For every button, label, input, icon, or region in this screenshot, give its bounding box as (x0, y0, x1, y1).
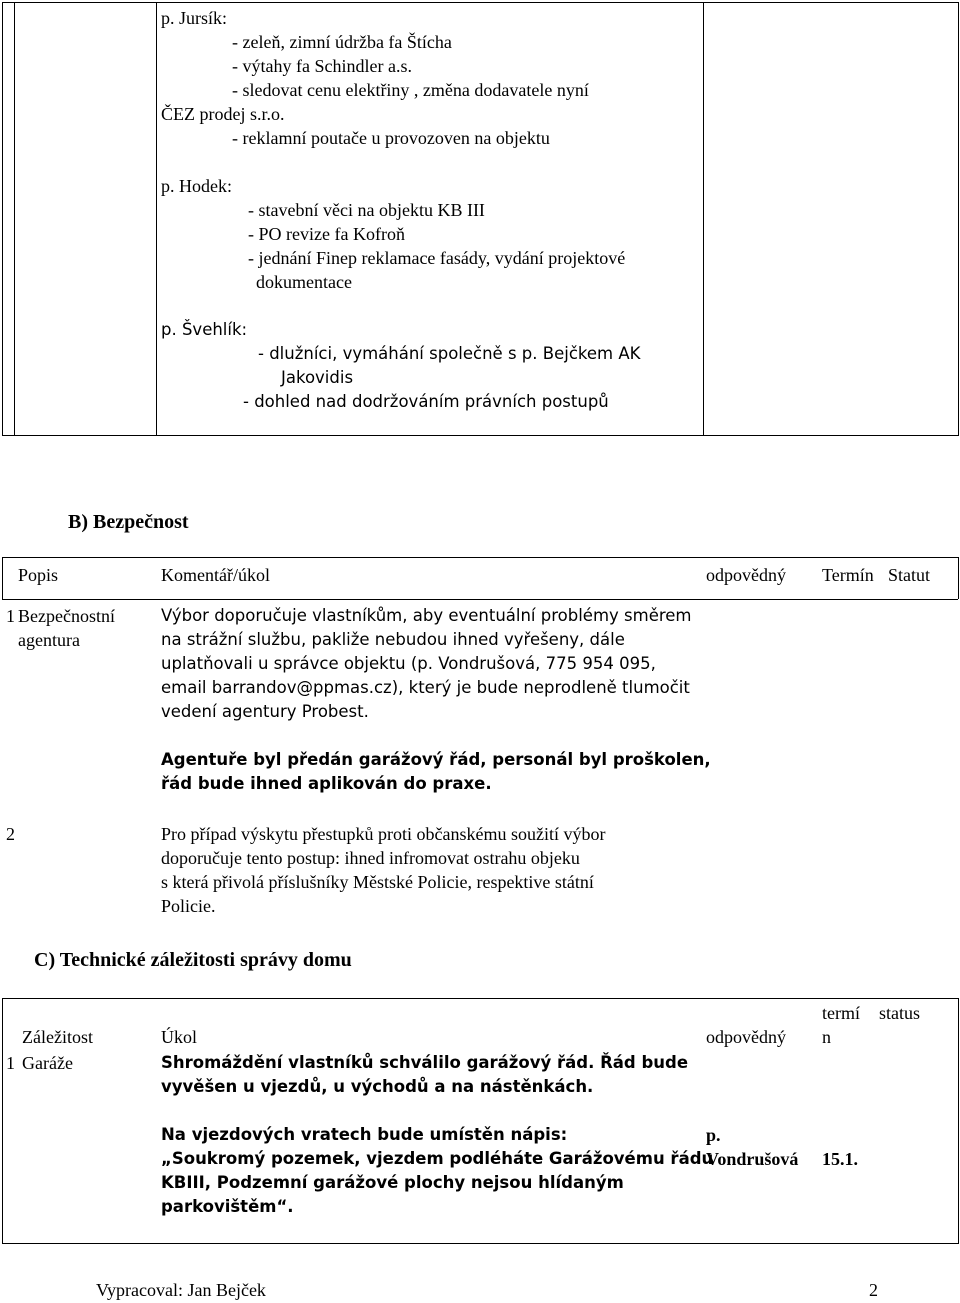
row-comment-line: vedení agentury Probest. (161, 702, 369, 721)
row-popis: agentura (18, 630, 80, 650)
row-task-bold: „Soukromý pozemek, vjezdem podléháte Garážovému řádu (161, 1149, 714, 1168)
svehlik-item: - dohled nad dodržováním právních postupů (243, 392, 609, 411)
row-popis: Bezpečnostní (18, 606, 115, 626)
row-task-bold: KBIII, Podzemní garážové plochy nejsou hlídaným (161, 1173, 624, 1192)
section-b-title: B) Bezpečnost (68, 511, 189, 533)
header-zalezitost: Záležitost (22, 1027, 93, 1047)
row-task-bold: vyvěšen u vjezdů, u východů a na nástěnkách. (161, 1077, 594, 1096)
hodek-item: dokumentace (256, 272, 352, 292)
jursik-item: - výtahy fa Schindler a.s. (232, 56, 412, 76)
header-status: status (879, 1003, 921, 1023)
footer-author: Vypracoval: Jan Bejček (96, 1280, 266, 1300)
row-comment-line: email barrandov@ppmas.cz), který je bude neprodleně tlumočit (161, 678, 690, 697)
row-odpovedny: Vondrušová (706, 1149, 799, 1169)
row-termin: 15.1. (822, 1149, 858, 1169)
row-comment-line: na strážní službu, pakliže nebudou ihned vyřešeny, dále (161, 630, 625, 649)
jursik-item: - sledovat cenu elektřiny , změna dodavatele nyní (232, 80, 589, 100)
hodek-item: - stavební věci na objektu KB III (248, 200, 485, 220)
hodek-item: - jednání Finep reklamace fasády, vydání projektové (248, 248, 626, 268)
header-popis: Popis (18, 565, 59, 585)
header-ukol: Úkol (161, 1027, 197, 1047)
page-number: 2 (869, 1280, 878, 1300)
row-number: 2 (6, 824, 15, 844)
svehlik-heading: p. Švehlík: (161, 320, 248, 339)
row-comment-bold: řád bude ihned aplikován do praxe. (161, 774, 492, 793)
jursik-item: - reklamní poutače u provozoven na objektu (232, 128, 550, 148)
row-comment-line: Pro případ výskytu přestupků proti občanskému soužití výbor (161, 824, 606, 844)
header-odpovedny: odpovědný (706, 565, 786, 585)
header-termin: n (822, 1027, 831, 1047)
row-odpovedny: p. (706, 1125, 721, 1145)
row-comment-line: Výbor doporučuje vlastníkům, aby eventuální problémy směrem (161, 606, 692, 625)
row-number: 1 (6, 606, 15, 626)
row-comment-line: s která přivolá příslušníky Městské Policie, respektive státní (161, 872, 594, 892)
row-task-bold: Shromáždění vlastníků schválilo garážový řád. Řád bude (161, 1053, 689, 1072)
header-termin: termí (822, 1003, 860, 1023)
row-comment-line: Policie. (161, 896, 216, 916)
row-comment-line: uplatňovali u správce objektu (p. Vondrušová, 775 954 095, (161, 654, 656, 673)
header-termin: Termín (822, 565, 874, 585)
jursik-heading: p. Jursík: (161, 8, 228, 28)
hodek-item: - PO revize fa Kofroň (248, 224, 405, 244)
row-number: 1 (6, 1053, 15, 1073)
row-zalezitost: Garáže (22, 1053, 73, 1073)
row-comment-line: doporučuje tento postup: ihned infromovat ostrahu objeku (161, 848, 580, 868)
jursik-item: ČEZ prodej s.r.o. (161, 104, 285, 124)
header-komentar: Komentář/úkol (161, 565, 270, 585)
row-comment-bold: Agentuře byl předán garážový řád, personál byl proškolen, (161, 750, 711, 769)
section-c-title: C) Technické záležitosti správy domu (34, 949, 352, 971)
row-task-bold: parkovištěm“. (161, 1197, 294, 1216)
row-task-bold: Na vjezdových vratech bude umístěn nápis: (161, 1125, 568, 1144)
hodek-heading: p. Hodek: (161, 176, 232, 196)
jursik-item: - zeleň, zimní údržba fa Štícha (232, 32, 452, 52)
header-statut: Statut (888, 565, 931, 585)
svehlik-item: Jakovidis (281, 368, 354, 387)
header-odpovedny: odpovědný (706, 1027, 786, 1047)
svehlik-item: - dlužníci, vymáhání společně s p. Bejčkem AK (258, 344, 641, 363)
